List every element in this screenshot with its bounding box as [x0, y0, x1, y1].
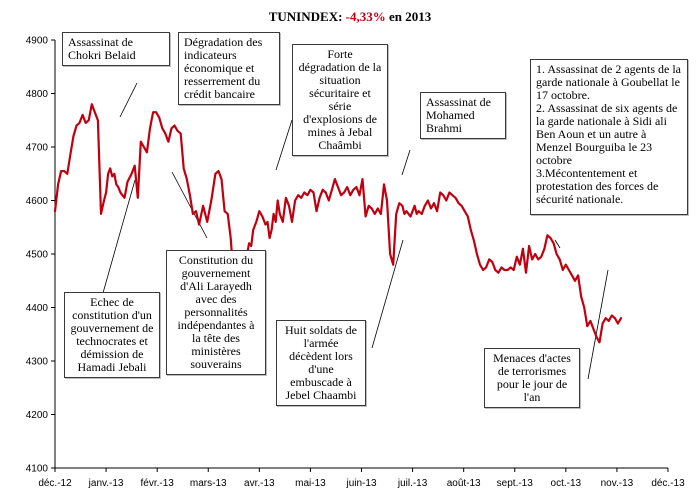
annotation-indicateurs — [178, 32, 280, 105]
chart-title-pct: -4,33% — [345, 9, 386, 24]
annotation-leader-line — [120, 83, 137, 117]
x-tick-label: févr.-13 — [140, 478, 174, 489]
y-tick-label: 4100 — [25, 463, 48, 475]
annotation-echec-jebali-text: Echec de constitution d'un gouvernement de technocrates et démission de Hamadi Jebali — [70, 295, 154, 374]
x-tick-label: juin-13 — [346, 478, 377, 489]
annotation-garde-nationale-line-1: 1. Assassinat de 2 agents de la garde nationale à Goubellat le 17 octobre. — [536, 62, 681, 102]
chart-title — [0, 9, 700, 25]
annotation-menaces-text: Menaces d'actes de terrorismes pour le jour de l'an — [493, 351, 571, 404]
y-tick-label: 4400 — [25, 303, 48, 314]
annotation-leader-line — [276, 120, 292, 170]
x-tick-label: déc.-13 — [651, 478, 685, 489]
y-tick-label: 4700 — [25, 142, 48, 154]
annotation-huit-soldats — [276, 320, 366, 406]
annotation-leader-line — [372, 240, 403, 348]
chart-title-tail: en 2013 — [389, 9, 432, 24]
annotation-mohamed-brahmi — [420, 92, 506, 139]
x-tick-label: juil.-13 — [397, 478, 428, 489]
annotation-larayedh — [166, 250, 266, 375]
annotation-leader-line — [402, 150, 410, 175]
annotation-garde-nationale-line-2: 2. Assassinat de six agents de la garde nationale à Sidi ali Ben Aoun et un autre à Menzel Bourguiba le 23 octobre — [536, 101, 678, 167]
y-tick-label: 4800 — [25, 89, 48, 100]
x-tick-label: oct.-13 — [550, 478, 582, 489]
y-axis — [26, 36, 55, 475]
annotation-chokri-belaid — [62, 32, 170, 66]
annotation-indicateurs-text: Dégradation des indicateurs économique et resserrement du crédit bancaire — [184, 35, 263, 101]
y-tick-label: 4600 — [25, 196, 48, 207]
x-tick-label: nov.-13 — [600, 478, 634, 489]
x-axis — [38, 468, 685, 489]
chart-title-main: TUNINDEX: — [268, 9, 343, 24]
annotation-huit-soldats-text: Huit soldats de l'armée décèdent lors d'une embuscade à Jebel Chaambi — [285, 323, 357, 402]
y-tick-label: 4200 — [25, 410, 48, 421]
annotation-leader-line — [555, 240, 560, 248]
annotation-garde-nationale — [530, 59, 688, 215]
annotation-garde-nationale-line-3: 3.Mécontentement et protestation des forces de sécurité nationale. — [536, 166, 659, 206]
x-tick-label: janv.-13 — [88, 478, 124, 489]
x-tick-label: déc.-12 — [38, 478, 72, 489]
annotation-leader-line — [103, 180, 135, 293]
x-tick-label: août-13 — [446, 478, 481, 489]
y-tick-label: 4500 — [25, 249, 48, 261]
annotation-chokri-belaid-text: Assassinat de Chokri Belaid — [68, 35, 136, 62]
x-tick-label: mars-13 — [189, 478, 227, 489]
y-tick-label: 4300 — [25, 356, 48, 368]
annotation-mohamed-brahmi-text: Assassinat de Mohamed Brahmi — [426, 95, 491, 135]
annotation-forte-degradation-text: Forte dégradation de la situation sécuritaire et série d'explosions de mines à Jebal Chaâmbi — [298, 47, 382, 152]
y-tick-label: 4900 — [25, 35, 48, 47]
annotation-larayedh-text: Constitution du gouvernement d'Ali Larayedh avec des personnalités indépendantes à la tête des ministères souverains — [177, 253, 255, 371]
x-tick-label: avr.-13 — [244, 478, 275, 489]
x-tick-label: mai-13 — [295, 478, 326, 489]
annotation-echec-jebali — [64, 292, 160, 378]
annotation-menaces — [484, 348, 580, 408]
annotation-leader-line — [172, 172, 207, 238]
x-tick-label: sept.-13 — [496, 478, 533, 489]
annotation-forte-degradation — [292, 44, 388, 156]
